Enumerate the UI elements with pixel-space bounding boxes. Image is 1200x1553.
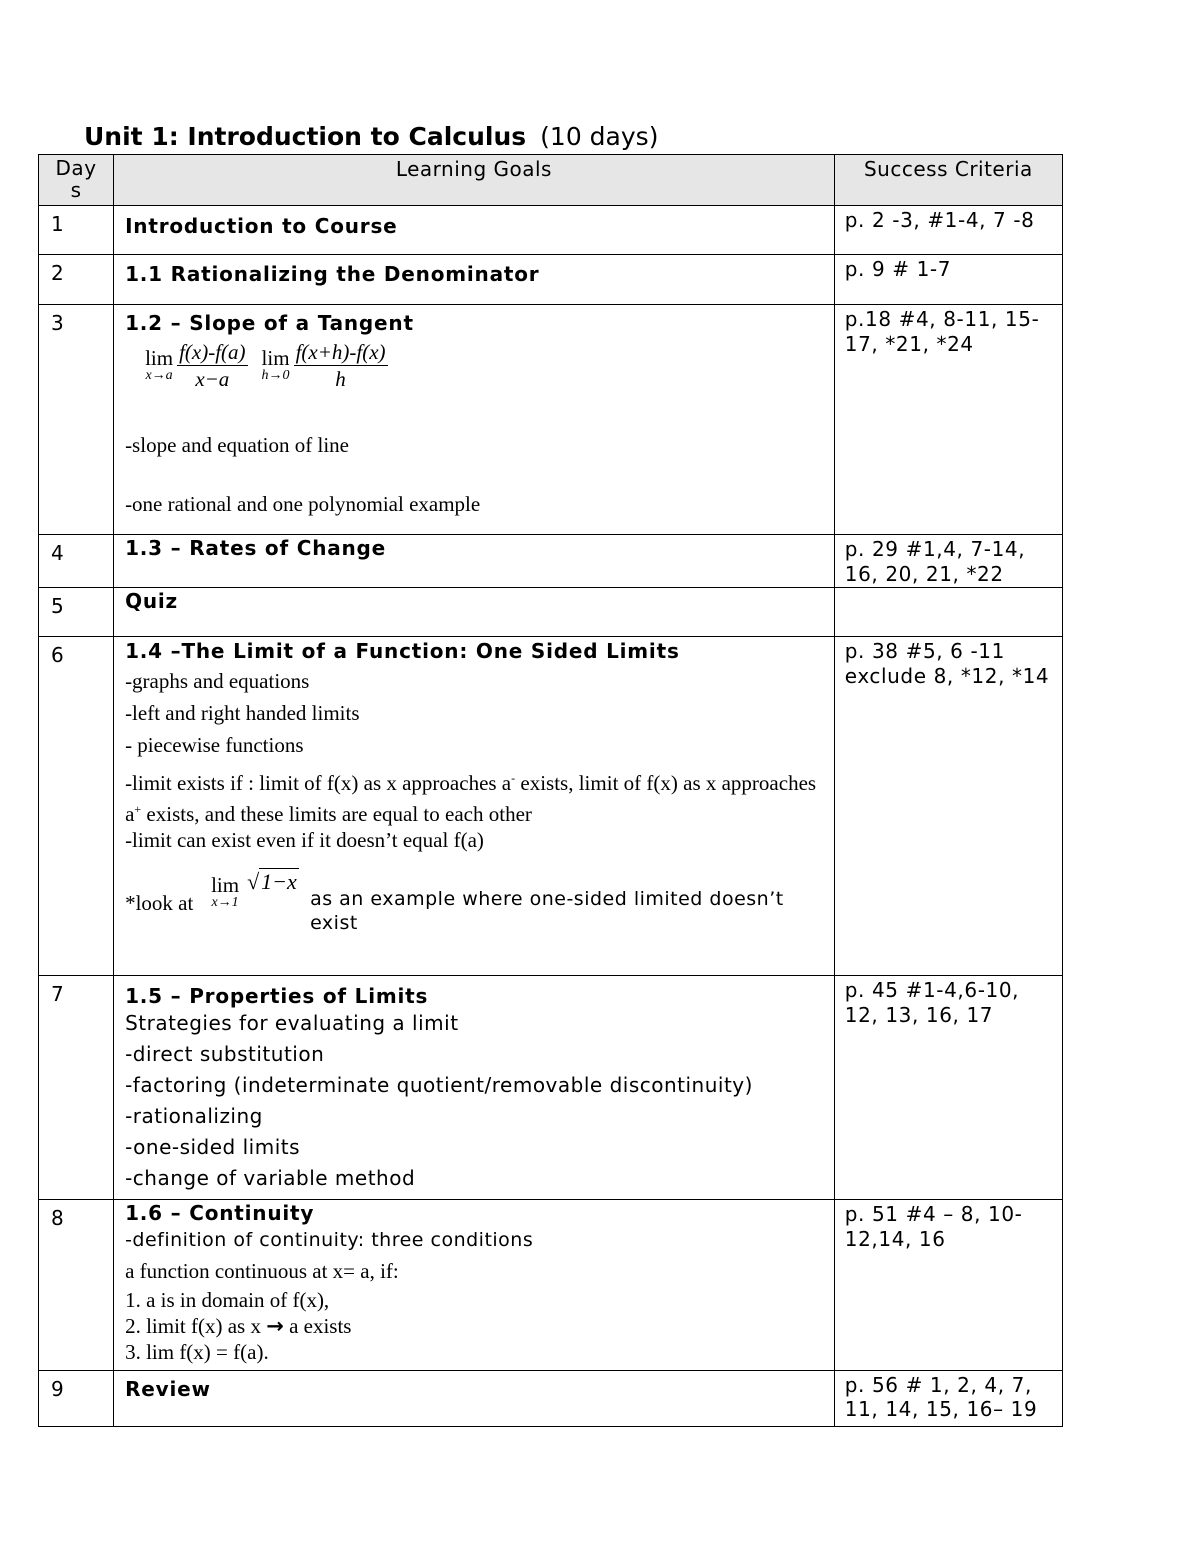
continuity-condition: 2. limit f(x) as x → a exists — [125, 1314, 352, 1338]
tangent-formulas — [125, 339, 824, 401]
table-row — [39, 305, 1063, 535]
success-criteria — [834, 588, 1062, 637]
day-number: 7 — [39, 976, 114, 1200]
table-row — [39, 976, 1063, 1200]
success-criteria: p. 29 #1,4, 7-14, 16, 20, 21, *22 — [834, 535, 1062, 588]
success-criteria: p. 51 #4 – 8, 10-12,14, 16 — [834, 1200, 1062, 1371]
day-number: 4 — [39, 535, 114, 588]
goal-title: 1.4 –The Limit of a Function: One Sided Limits — [125, 639, 680, 663]
table-row — [39, 206, 1063, 255]
right-arrow-icon: → — [266, 1314, 284, 1338]
limit-exists-condition: -limit exists if : limit of f(x) as x approaches a- exists, limit of f(x) as x approaches a+ exists, and these limits are equal to each other — [125, 771, 817, 826]
continuity-intro: a function continuous at x= a, if: — [125, 1259, 399, 1283]
table-header-row — [39, 155, 1063, 206]
table-row — [39, 1200, 1063, 1371]
success-criteria: p. 56 # 1, 2, 4, 7, 11, 14, 15, 16– 19 — [834, 1371, 1062, 1427]
continuity-condition: 3. lim f(x) = f(a). — [125, 1340, 269, 1364]
day-number: 3 — [39, 305, 114, 535]
goal-line: -change of variable method — [125, 1166, 416, 1190]
success-criteria: p. 45 #1-4,6-10, 12, 13, 16, 17 — [834, 976, 1062, 1200]
goal-title: Introduction to Course — [125, 214, 398, 238]
one-sided-example: *look at lim x→1 √1−x as an example where one-sided limited doesn’t exist — [125, 869, 784, 934]
success-criteria: p.18 #4, 8-11, 15-17, *21, *24 — [834, 305, 1062, 535]
goal-line: -one rational and one polynomial example — [125, 492, 481, 516]
header-learning-goals: Learning Goals — [114, 155, 835, 206]
day-number: 1 — [39, 206, 114, 255]
goal-line: Strategies for evaluating a limit — [125, 1011, 459, 1035]
goal-line: -rationalizing — [125, 1104, 263, 1128]
goal-line: - piecewise functions — [125, 733, 304, 757]
goal-title: 1.1 Rationalizing the Denominator — [125, 262, 540, 286]
day-number: 6 — [39, 637, 114, 976]
goal-title: 1.3 – Rates of Change — [125, 536, 387, 560]
goal-line: -direct substitution — [125, 1042, 325, 1066]
success-criteria: p. 2 -3, #1-4, 7 -8 — [834, 206, 1062, 255]
table-row — [39, 535, 1063, 588]
goal-title: 1.2 – Slope of a Tangent — [125, 311, 414, 335]
limit-notation: lim x→a — [145, 345, 174, 383]
day-number: 2 — [39, 255, 114, 305]
goal-line: -definition of continuity: three conditions — [125, 1229, 534, 1251]
limit-notation: lim x→1 — [211, 873, 240, 910]
goal-line: -factoring (indeterminate quotient/removable discontinuity) — [125, 1073, 753, 1097]
goal-line: -left and right handed limits — [125, 701, 360, 725]
table-row — [39, 637, 1063, 976]
page-title: Unit 1: Introduction to Calculus (10 days) — [84, 122, 659, 151]
limit-notation: lim h→0 — [261, 345, 290, 383]
goal-line: -slope and equation of line — [125, 433, 349, 457]
difference-quotient-fraction: $\frac{f(x+h)-f(x)}{h}$ — [295, 340, 386, 391]
goal-title: Review — [125, 1377, 211, 1401]
goal-title: 1.6 – Continuity — [125, 1201, 315, 1225]
header-success-criteria: Success Criteria — [834, 155, 1062, 206]
title-duration: (10 days) — [540, 122, 659, 151]
unit-plan-table — [38, 154, 1063, 1427]
goal-title: Quiz — [125, 589, 178, 613]
day-number: 5 — [39, 588, 114, 637]
goal-title: 1.5 – Properties of Limits — [125, 984, 429, 1008]
table-row — [39, 1371, 1063, 1427]
goal-line: -graphs and equations — [125, 669, 310, 693]
day-number: 9 — [39, 1371, 114, 1427]
continuity-condition: 1. a is in domain of f(x), — [125, 1288, 330, 1312]
success-criteria: p. 9 # 1-7 — [834, 255, 1062, 305]
goal-line: -limit can exist even if it doesn’t equal f(a) — [125, 828, 484, 852]
table-row — [39, 255, 1063, 305]
goal-line: -one-sided limits — [125, 1135, 301, 1159]
success-criteria: p. 38 #5, 6 -11 exclude 8, *12, *14 — [834, 637, 1062, 976]
table-row — [39, 588, 1063, 637]
day-number: 8 — [39, 1200, 114, 1371]
sqrt-expression: √1−x — [247, 869, 297, 894]
header-days: Day s — [39, 155, 114, 206]
difference-quotient-fraction: $\frac{f(x)-f(a)}{x-a}$ — [179, 340, 246, 391]
